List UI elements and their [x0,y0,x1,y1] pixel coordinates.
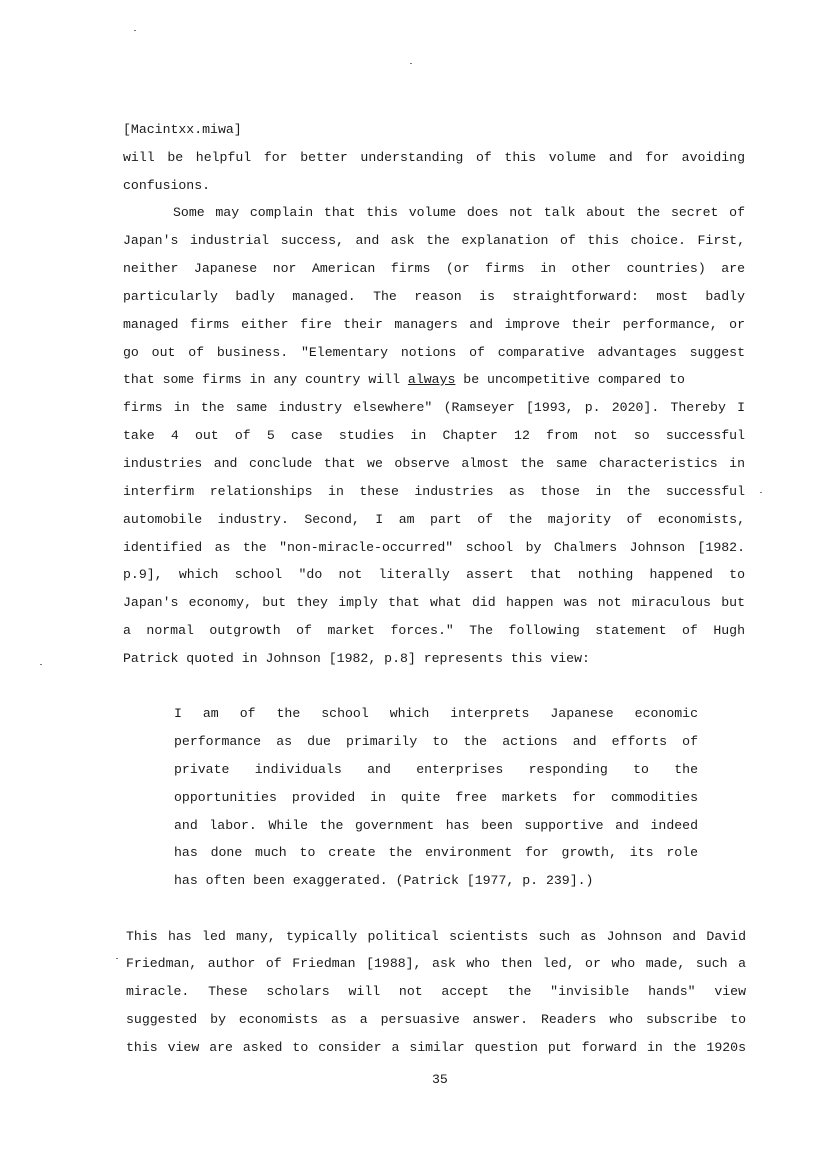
body-line: Friedman, author of Friedman [1988], ask who then led, or who made, such a [126,956,746,971]
quote-line: private individuals and enterprises responding to the [174,762,698,777]
page-number: 35 [432,1072,448,1087]
quote-line: I am of the school which interprets Japanese economic [174,706,698,721]
scan-speck [410,63,412,64]
body-line: Japan's economy, but they imply that what did happen was not miraculous but [123,595,745,610]
quote-line: opportunities provided in quite free markets for commodities [174,790,698,805]
quote-line: has often been exaggerated. (Patrick [1977, p. 239].) [174,873,594,888]
body-line: particularly badly managed. The reason is straightforward: most badly [123,289,745,304]
body-line: interfirm relationships in these industries as those in the successful [123,484,745,499]
body-line: Japan's industrial success, and ask the explanation of this choice. First, [123,233,745,248]
body-line: suggested by economists as a persuasive answer. Readers who subscribe to [126,1012,746,1027]
body-line: automobile industry. Second, I am part of the majority of economists, [123,512,745,527]
body-line: this view are asked to consider a similar question put forward in the 1920s [126,1040,746,1055]
body-line: will be helpful for better understanding of this volume and for avoiding [123,150,745,165]
body-line: industries and conclude that we observe almost the same characteristics in [123,456,745,471]
body-line: firms in the same industry elsewhere" (Ramseyer [1993, p. 2020]. Thereby I [123,400,745,415]
body-line: a normal outgrowth of market forces." The following statement of Hugh [123,623,745,638]
body-line-part: be uncompetitive compared to [455,372,685,387]
body-line: neither Japanese nor American firms (or firms in other countries) are [123,261,745,276]
scan-speck [116,958,118,959]
body-line-part: that some firms in any country will [123,372,400,387]
quote-line: has done much to create the environment for growth, its role [174,845,698,860]
body-line: miracle. These scholars will not accept the "invisible hands" view [126,984,746,999]
quote-line: performance as due primarily to the actions and efforts of [174,734,698,749]
quote-line: and labor. While the government has been supportive and indeed [174,818,698,833]
body-line [123,372,745,388]
body-line: p.9], which school "do not literally assert that nothing happened to [123,567,745,582]
scan-speck [760,492,762,493]
file-header: [Macintxx.miwa] [123,122,242,137]
body-line: confusions. [123,178,211,193]
body-line: Some may complain that this volume does not talk about the secret of [173,205,745,220]
body-line: Patrick quoted in Johnson [1982, p.8] represents this view: [123,651,590,666]
body-line: go out of business. "Elementary notions of comparative advantages suggest [123,345,745,360]
underlined-word: always [407,372,456,387]
body-line: managed firms either fire their managers and improve their performance, or [123,317,745,332]
body-line: take 4 out of 5 case studies in Chapter 12 from not so successful [123,428,745,443]
scan-speck [134,30,136,31]
body-line: identified as the "non-miracle-occurred" school by Chalmers Johnson [1982. [123,540,745,555]
scan-speck [40,664,42,665]
body-line: This has led many, typically political scientists such as Johnson and David [126,929,746,944]
